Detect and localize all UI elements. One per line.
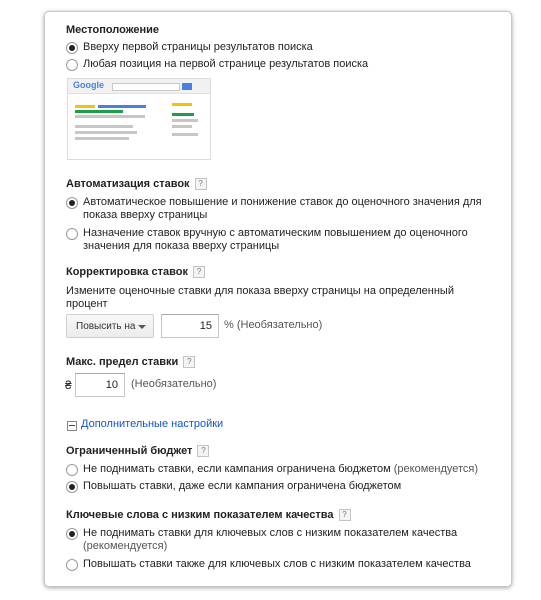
low-quality-option-raise[interactable]: Повышать ставки также для ключевых слов с низким показателем качества	[83, 558, 471, 570]
automation-option-auto-line2[interactable]: показа вверху страницы	[83, 209, 208, 221]
recommended-note: (рекомендуется)	[83, 540, 168, 552]
budget-title-text: Ограниченный бюджет	[66, 445, 193, 457]
budget-help-icon[interactable]: ?	[197, 445, 209, 457]
budget-option-no-raise[interactable]	[83, 462, 478, 477]
recommended-note: (рекомендуется)	[393, 463, 479, 475]
search-results-preview	[67, 78, 211, 160]
automation-title-text: Автоматизация ставок	[66, 178, 190, 190]
budget-option-no-raise-text: Не поднимать ставки, если кампания ограничена бюджетом	[83, 463, 391, 475]
location-title: Местоположение	[66, 24, 160, 36]
location-radio-top[interactable]	[66, 42, 78, 54]
preview-ad-url	[75, 110, 123, 113]
automation-option-manual-line2[interactable]: значения для показа вверху страницы	[83, 240, 280, 252]
adjustment-description-line1: Измените оценочные ставки для показа вверху страницы на определенный	[66, 285, 454, 297]
preview-ad-badge	[75, 105, 95, 108]
adjustment-direction-dropdown[interactable]	[66, 314, 154, 338]
budget-option-raise[interactable]: Повышать ставки, даже если кампания ограничена бюджетом	[83, 480, 402, 492]
location-radio-any[interactable]	[66, 59, 78, 71]
low-quality-radio-no-raise[interactable]	[66, 528, 78, 540]
max-bid-help-icon[interactable]: ?	[183, 356, 195, 368]
automation-option-manual-line1[interactable]: Назначение ставок вручную с автоматическим повышением до оценочного	[83, 227, 468, 239]
preview-ad-title	[98, 105, 146, 108]
advanced-settings-link[interactable]: Дополнительные настройки	[81, 418, 224, 430]
automation-help-icon[interactable]: ?	[195, 178, 207, 190]
preview-result-line	[75, 125, 133, 128]
budget-radio-no-raise[interactable]	[66, 464, 78, 476]
preview-search-button	[182, 83, 192, 90]
max-bid-input[interactable]: 10	[75, 373, 125, 397]
adjustment-description-line2: процент	[66, 298, 108, 310]
max-bid-title-text: Макс. предел ставки	[66, 356, 179, 368]
adjustment-suffix: % (Необязательно)	[224, 319, 323, 331]
chevron-down-icon	[138, 325, 146, 329]
preview-ad-text	[75, 115, 145, 118]
bid-strategy-panel	[44, 11, 512, 587]
automation-radio-manual[interactable]	[66, 228, 78, 240]
preview-side-ad-url	[172, 113, 194, 116]
adjustment-dropdown-label: Повысить на	[76, 321, 136, 332]
low-quality-help-icon[interactable]: ?	[339, 509, 351, 521]
automation-radio-auto[interactable]	[66, 197, 78, 209]
low-quality-title-text: Ключевые слова с низким показателем качества	[66, 509, 334, 521]
preview-side-ad-text	[172, 133, 198, 136]
preview-result-line	[75, 131, 137, 134]
currency-symbol: ₴	[65, 378, 72, 392]
preview-side-ad-badge	[172, 103, 192, 106]
adjustment-percent-input[interactable]: 15	[161, 314, 219, 338]
preview-search-box	[112, 83, 180, 91]
preview-side-ad-text	[172, 125, 192, 128]
automation-option-auto-line1[interactable]: Автоматическое повышение и понижение ставок до оценочного значения для	[83, 196, 482, 208]
google-logo: Google	[73, 80, 104, 90]
adjustment-title	[66, 266, 205, 278]
budget-radio-raise[interactable]	[66, 481, 78, 493]
low-quality-radio-raise[interactable]	[66, 559, 78, 571]
max-bid-title	[66, 356, 195, 368]
adjustment-help-icon[interactable]: ?	[193, 266, 205, 278]
location-option-any[interactable]: Любая позиция на первой странице результатов поиска	[83, 58, 369, 70]
low-quality-title	[66, 509, 351, 521]
automation-title	[66, 178, 207, 190]
location-option-top[interactable]: Вверху первой страницы результатов поиска	[83, 41, 313, 53]
preview-result-line	[75, 137, 129, 140]
preview-side-ad-text	[172, 119, 198, 122]
adjustment-title-text: Корректировка ставок	[66, 266, 188, 278]
collapse-icon[interactable]	[67, 421, 77, 431]
budget-title	[66, 445, 209, 457]
low-quality-option-no-raise[interactable]: Не поднимать ставки для ключевых слов с низким показателем качества	[83, 527, 458, 539]
max-bid-suffix: (Необязательно)	[131, 378, 217, 390]
